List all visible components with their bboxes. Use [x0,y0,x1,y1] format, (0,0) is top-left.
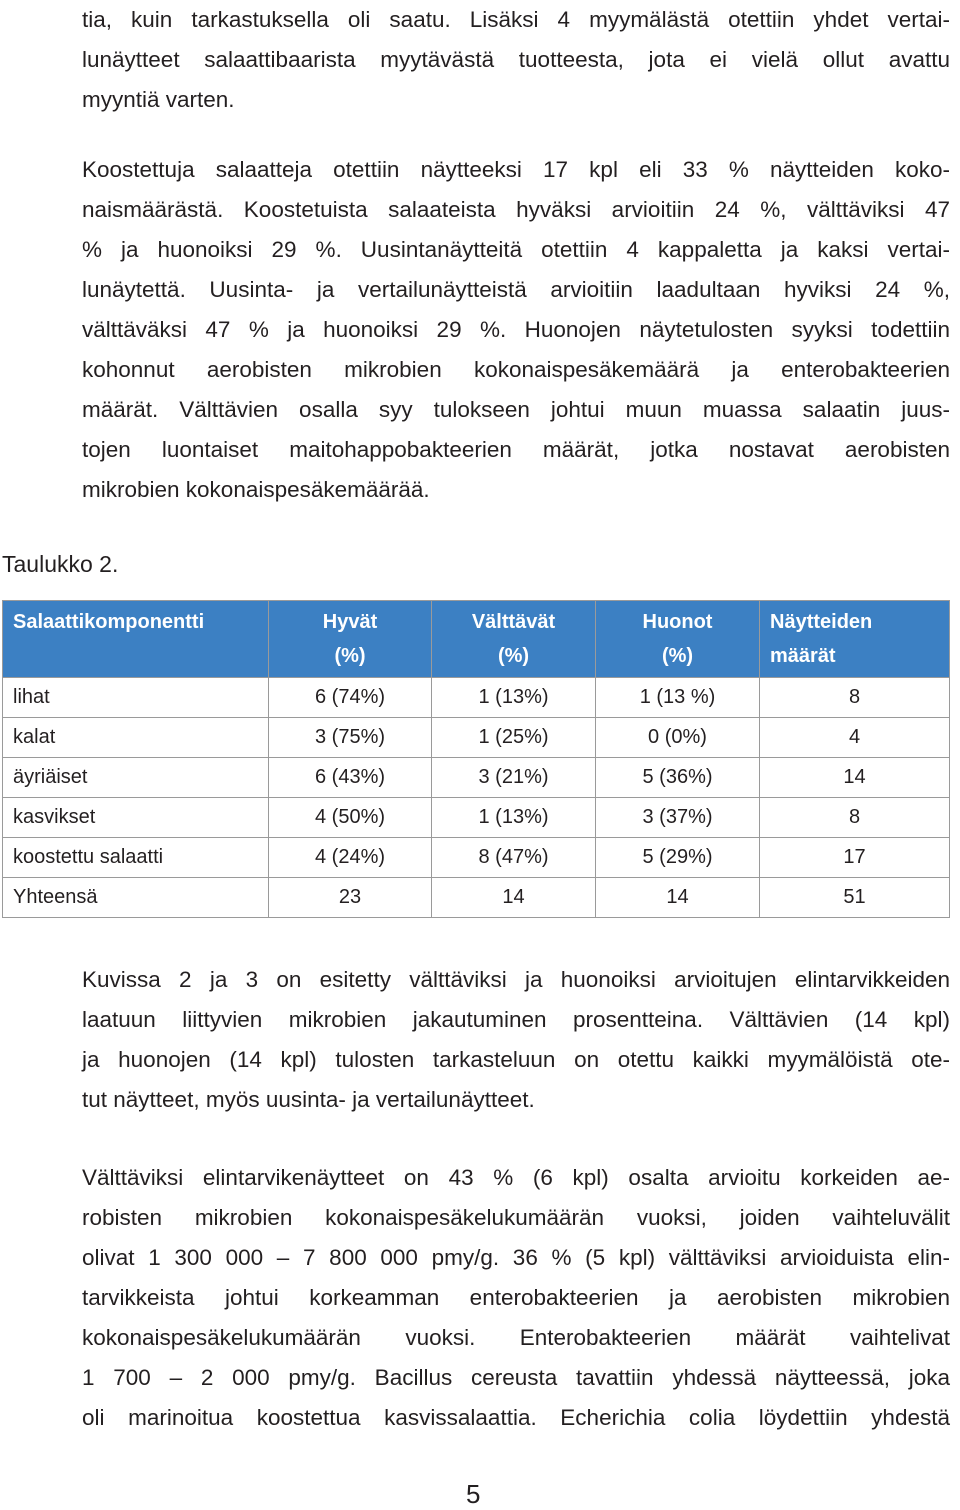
text-line: % ja huonoiksi 29 %. Uusintanäytteitä otettiin 4 kappaletta ja kaksi vertai- [82,237,950,262]
cell-good: 4 (24%) [269,838,432,878]
table-row [3,758,950,798]
text-line: oli marinoitua koostettua kasvissalaattia. Echerichia colia löydettiin yhdestä [82,1405,950,1430]
cell-poor: 0 (0%) [596,718,760,758]
text-line: lunäytteet salaattibaarista myytävästä tuotteesta, jota ei vielä ollut avattu [82,47,950,72]
table-row [3,838,950,878]
cell-poor: 5 (29%) [596,838,760,878]
text-line: olivat 1 300 000 – 7 800 000 pmy/g. 36 % (5 kpl) välttäviksi arvioiduista elin- [82,1245,950,1270]
cell-count: 51 [760,878,950,918]
cell-fair: 1 (25%) [432,718,596,758]
cell-poor: 5 (36%) [596,758,760,798]
text-line: Välttäviksi elintarvikenäytteet on 43 % (6 kpl) osalta arvioitu korkeiden ae- [82,1165,950,1190]
cell-fair: 14 [432,878,596,918]
cell-fair: 8 (47%) [432,838,596,878]
paragraph-3 [82,960,950,1120]
text-line: laatuun liittyvien mikrobien jakautuminen prosentteina. Välttävien (14 kpl) [82,1007,950,1032]
cell-count: 4 [760,718,950,758]
table-row-total [3,878,950,918]
text-line: myyntiä varten. [82,87,235,112]
cell-fair: 3 (21%) [432,758,596,798]
cell-good: 4 (50%) [269,798,432,838]
row-label: kasvikset [3,798,269,838]
text-line: tojen luontaiset maitohappobakteerien määrät, jotka nostavat aerobisten [82,437,950,462]
header-component: Salaattikomponentti [3,601,269,678]
text-line: 1 700 – 2 000 pmy/g. Bacillus cereusta tavattiin yhdessä näytteessä, joka [82,1365,950,1390]
text-line: tia, kuin tarkastuksella oli saatu. Lisäksi 4 myymälästä otettiin yhdet vertai- [82,7,950,32]
table-header-row [3,601,950,678]
cell-fair: 1 (13%) [432,798,596,838]
cell-count: 8 [760,678,950,718]
cell-poor: 14 [596,878,760,918]
paragraph-2 [82,150,950,510]
text-line: ja huonojen (14 kpl) tulosten tarkasteluun on otettu kaikki myymälöistä ote- [82,1047,950,1072]
cell-count: 17 [760,838,950,878]
table-row [3,798,950,838]
cell-good: 3 (75%) [269,718,432,758]
text-line: mikrobien kokonaispesäkemäärää. [82,477,430,502]
table-row [3,678,950,718]
row-label: äyriäiset [3,758,269,798]
cell-poor: 3 (37%) [596,798,760,838]
cell-count: 8 [760,798,950,838]
text-line: välttäväksi 47 % ja huonoiksi 29 %. Huonojen näytetulosten syyksi todettiin [82,317,950,342]
text-line: Koostettuja salaatteja otettiin näytteeksi 17 kpl eli 33 % näytteiden koko- [82,157,950,182]
paragraph-1 [82,0,950,120]
text-line: robisten mikrobien kokonaispesäkelukumäärän vuoksi, joiden vaihteluvälit [82,1205,950,1230]
results-table [2,600,950,918]
row-label: koostettu salaatti [3,838,269,878]
text-line: kokonaispesäkelukumäärän vuoksi. Enterobakteerien määrät vaihtelivat [82,1325,950,1350]
header-sample-count: Näytteiden määrät [760,601,950,678]
text-line: Kuvissa 2 ja 3 on esitetty välttäviksi ja huonoiksi arvioitujen elintarvikkeiden [82,967,950,992]
cell-fair: 1 (13%) [432,678,596,718]
text-line: tarvikkeista johtui korkeamman enterobakteerien ja aerobisten mikrobien [82,1285,950,1310]
text-line: kohonnut aerobisten mikrobien kokonaispesäkemäärä ja enterobakteerien [82,357,950,382]
page-number: 5 [466,1479,481,1509]
table-caption: Taulukko 2. [2,551,119,577]
cell-good: 6 (43%) [269,758,432,798]
text-line: tut näytteet, myös uusinta- ja vertailunäytteet. [82,1087,535,1112]
cell-good: 23 [269,878,432,918]
text-line: naismäärästä. Koostetuista salaateista hyväksi arvioitiin 24 %, välttäviksi 47 [82,197,950,222]
row-label: Yhteensä [3,878,269,918]
header-good: Hyvät (%) [269,601,432,678]
text-line: lunäytettä. Uusinta- ja vertailunäytteistä arvioitiin laadultaan hyviksi 24 %, [82,277,950,302]
table-row [3,718,950,758]
cell-poor: 1 (13 %) [596,678,760,718]
paragraph-4 [82,1158,950,1438]
row-label: kalat [3,718,269,758]
row-label: lihat [3,678,269,718]
header-fair: Välttävät (%) [432,601,596,678]
text-line: määrät. Välttävien osalla syy tulokseen johtui muun muassa salaatin juus- [82,397,950,422]
cell-good: 6 (74%) [269,678,432,718]
header-poor: Huonot (%) [596,601,760,678]
cell-count: 14 [760,758,950,798]
